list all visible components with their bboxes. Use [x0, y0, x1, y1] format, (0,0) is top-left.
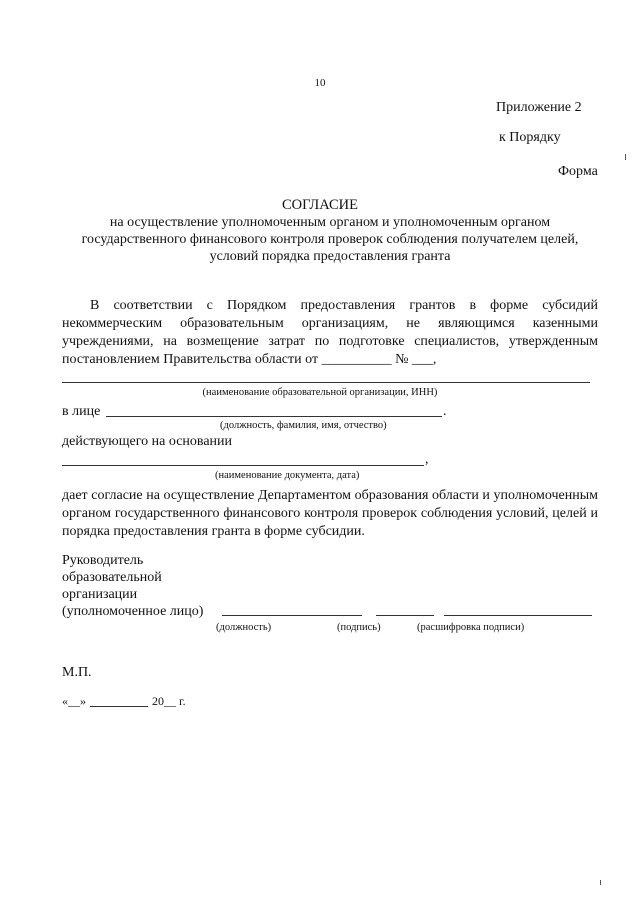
decode-caption: (расшифровка подписи) — [417, 622, 525, 633]
stamp-label: М.П. — [62, 665, 92, 680]
order-reference: к Порядку — [499, 130, 561, 145]
signer-line-4: (уполномоченное лицо) — [62, 604, 204, 619]
person-caption: (должность, фамилия, имя, отчество) — [220, 420, 387, 431]
person-field[interactable] — [106, 416, 442, 417]
date-day: «__» — [62, 694, 86, 708]
org-caption: (наименование образовательной организации, ИНН) — [202, 387, 438, 398]
scan-artifact — [600, 880, 601, 885]
signature-decode-field[interactable] — [444, 615, 592, 616]
document-title: СОГЛАСИЕ — [281, 197, 359, 213]
document-caption: (наименование документа, дата) — [215, 470, 360, 481]
document-subtitle: на осуществление уполномоченным органом и уполномоченным органом государственного финансового контроля проверок соблюдения получателем целей, условий порядка предоставления гранта — [81, 215, 579, 264]
page-number: 10 — [314, 77, 326, 89]
signature-caption: (подпись) — [337, 622, 381, 633]
form-label: Форма — [558, 164, 598, 179]
position-field[interactable] — [222, 615, 362, 616]
date-year: 20__ г. — [152, 694, 186, 708]
position-caption: (должность) — [216, 622, 272, 633]
date-month-field[interactable] — [90, 706, 148, 707]
signer-line-1: Руководитель — [62, 553, 144, 568]
signature-field[interactable] — [376, 615, 434, 616]
org-name-field[interactable] — [62, 382, 590, 383]
document-comma: , — [425, 452, 429, 467]
person-period: . — [443, 404, 447, 419]
signer-line-2: образовательной — [62, 570, 162, 585]
appendix-label: Приложение 2 — [496, 100, 582, 115]
consent-paragraph: дает согласие на осуществление Департаментом образования области и уполномоченным органом государственного финансового контроля проверок соблюдения условий, целей и порядка предоставления гранта в форме субсидии. — [62, 488, 598, 539]
document-field[interactable] — [62, 465, 424, 466]
intro-paragraph: В соответствии с Порядком предоставления грантов в форме субсидий некоммерческим образовательным организациям, не являющимся казенными учреждениями, на возмещение затрат по подготовке специалистов, утвержденным постановлением Правительства области от __________ № ___, — [62, 298, 598, 367]
basis-label: действующего на основании — [62, 434, 233, 449]
signer-block — [62, 552, 203, 620]
signer-line-3: организации — [62, 587, 138, 602]
scan-artifact — [625, 154, 626, 160]
person-prefix: в лице — [62, 404, 101, 419]
